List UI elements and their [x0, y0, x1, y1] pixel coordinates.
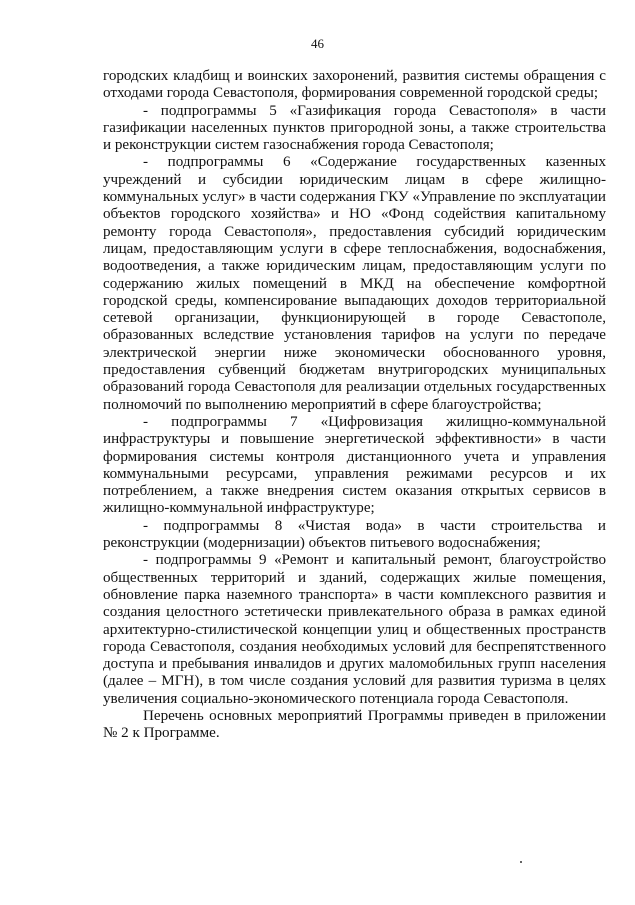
paragraph-subprogram-7: - подпрограммы 7 «Цифровизация жилищно-коммунальной инфраструктуры и повышение энергетической эффективности» в части формирования системы контроля дистанционного учета и управления коммунальными ресурсами, управления режимами ресурсов и их потреблением, а также внедрения систем оказания открытых сервисов в жилищно-коммунальной инфраструктуре; [103, 413, 606, 517]
paragraph-subprogram-8: - подпрограммы 8 «Чистая вода» в части строительства и реконструкции (модернизации) объектов питьевого водоснабжения; [103, 517, 606, 552]
paragraph-subprogram-9: - подпрограммы 9 «Ремонт и капитальный ремонт, благоустройство общественных территорий и зданий, содержащих жилые помещения, обновление парка наземного транспорта» в части комплексного развития и создания целостного эстетически привлекательного образа в рамках единой архитектурно-стилистической концепции улиц и общественных пространств города Севастополя, создания необходимых условий для беспрепятственного доступа и пребывания инвалидов и других маломобильных групп населения (далее – МГН), в том числе создания условий для развития туризма в целях увеличения социально-экономического потенциала города Севастополя. [103, 552, 606, 707]
page-number: 46 [311, 36, 324, 51]
paragraph-subprogram-6: - подпрограммы 6 «Содержание государственных казенных учреждений и субсидии юридическим лицам в сфере жилищно-коммунальных услуг» в части содержания ГКУ «Управление по эксплуатации объектов городского хозяйства» и НО «Фонд содействия капитальному ремонту города Севастополя», предоставления субсидий юридическим лицам, предоставляющим услуги в сфере теплоснабжения, водоснабжения, водоотведения, а также юридическим лицам, предоставляющим услуги по содержанию жилых помещений в МКД на обеспечение комфортной городской среды, компенсирование выпадающих доходов территориальной сетевой организации, функционирующей в городе Севастополе, образованных вследствие установления тарифов на услуги по передаче электрической энергии ниже экономически обоснованного уровня, предоставления субвенций бюджетам внутригородских муниципальных образований города Севастополя для реализации отдельных государственных полномочий по выполнению мероприятий в сфере благоустройства; [103, 154, 606, 413]
paragraph-activities-list: Перечень основных мероприятий Программы приведен в приложении № 2 к Программе. [103, 707, 606, 742]
document-body [103, 68, 606, 743]
paragraph-continuation: городских кладбищ и воинских захоронений, развития системы обращения с отходами города Севастополя, формирования современной городской среды; [103, 68, 606, 102]
paragraph-subprogram-5: - подпрограммы 5 «Газификация города Севастополя» в части газификации населенных пунктов пригородной зоны, а также строительства и реконструкции систем газоснабжения города Севастополя; [103, 102, 606, 154]
scan-speck [520, 861, 522, 863]
